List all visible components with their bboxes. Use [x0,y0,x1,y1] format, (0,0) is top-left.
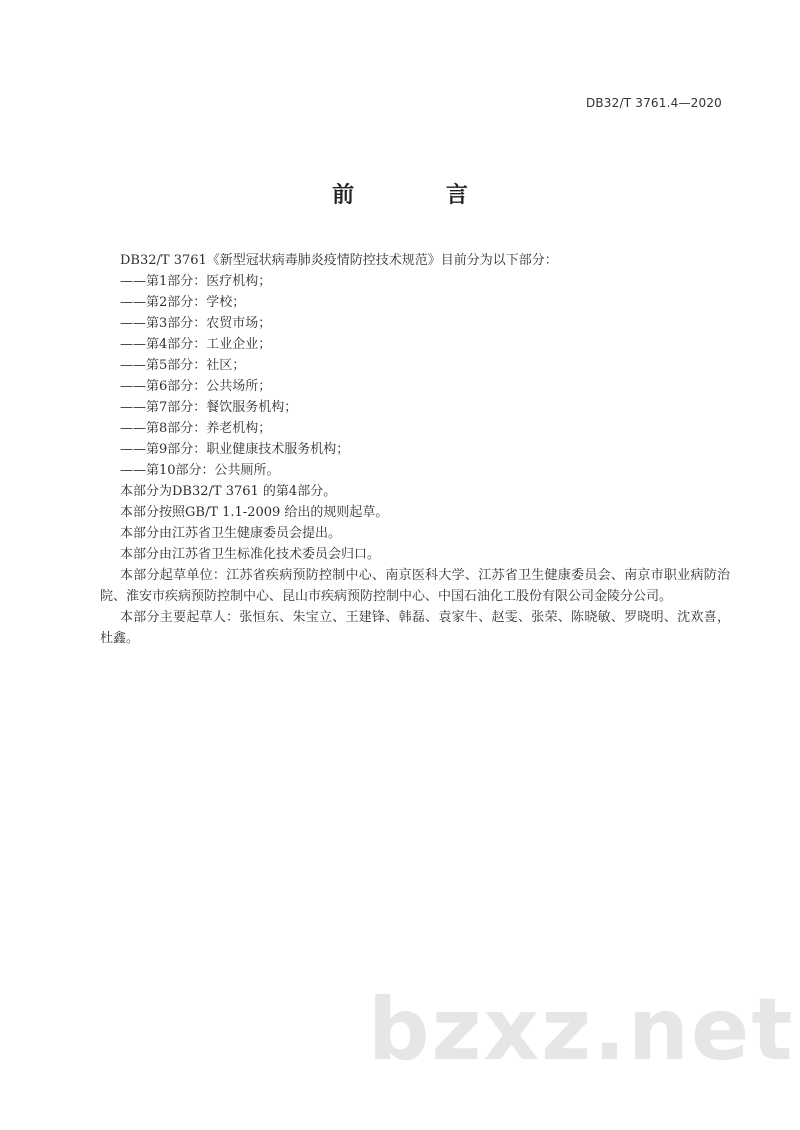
statement-responsible-committee: 本部分由江苏省卫生标准化技术委员会归口。 [120,547,381,562]
document-code: DB32/T 3761.4—2020 [585,96,722,110]
list-item: ——第10部分：公共厕所。 [120,463,280,478]
list-item: ——第9部分：职业健康技术服务机构； [120,442,350,457]
list-item: ——第6部分：公共场所； [120,379,272,394]
list-item: ——第8部分：养老机构； [120,421,272,436]
list-item: ——第1部分：医疗机构； [120,274,272,289]
list-item: ——第4部分：工业企业； [120,337,272,352]
statement-drafters: 本部分主要起草人：张恒东、朱宝立、王建锋、韩磊、袁家牛、赵雯、张荣、陈晓敏、罗晓明、沈欢喜，杜鑫。 [100,610,730,646]
foreword-body [100,250,730,649]
list-item: ——第3部分：农贸市场； [120,316,272,331]
list-item: ——第7部分：餐饮服务机构； [120,400,298,415]
watermark: bzxz.net [368,980,795,1080]
page-title: 前 言 [332,183,510,208]
statement-drafting-rules: 本部分按照GB/T 1.1-2009 给出的规则起草。 [120,505,389,520]
statement-drafting-units: 本部分起草单位：江苏省疾病预防控制中心、南京医科大学、江苏省卫生健康委员会、南京市职业病防治院、淮安市疾病预防控制中心、昆山市疾病预防控制中心、中国石油化工股份有限公司金陵分公司。 [100,568,730,604]
list-item: ——第5部分：社区； [120,358,246,373]
statement-part-number: 本部分为DB32/T 3761 的第4部分。 [120,484,337,499]
intro-paragraph: DB32/T 3761《新型冠状病毒肺炎疫情防控技术规范》目前分为以下部分： [120,253,558,268]
statement-proposer: 本部分由江苏省卫生健康委员会提出。 [120,526,342,541]
list-item: ——第2部分：学校； [120,295,246,310]
